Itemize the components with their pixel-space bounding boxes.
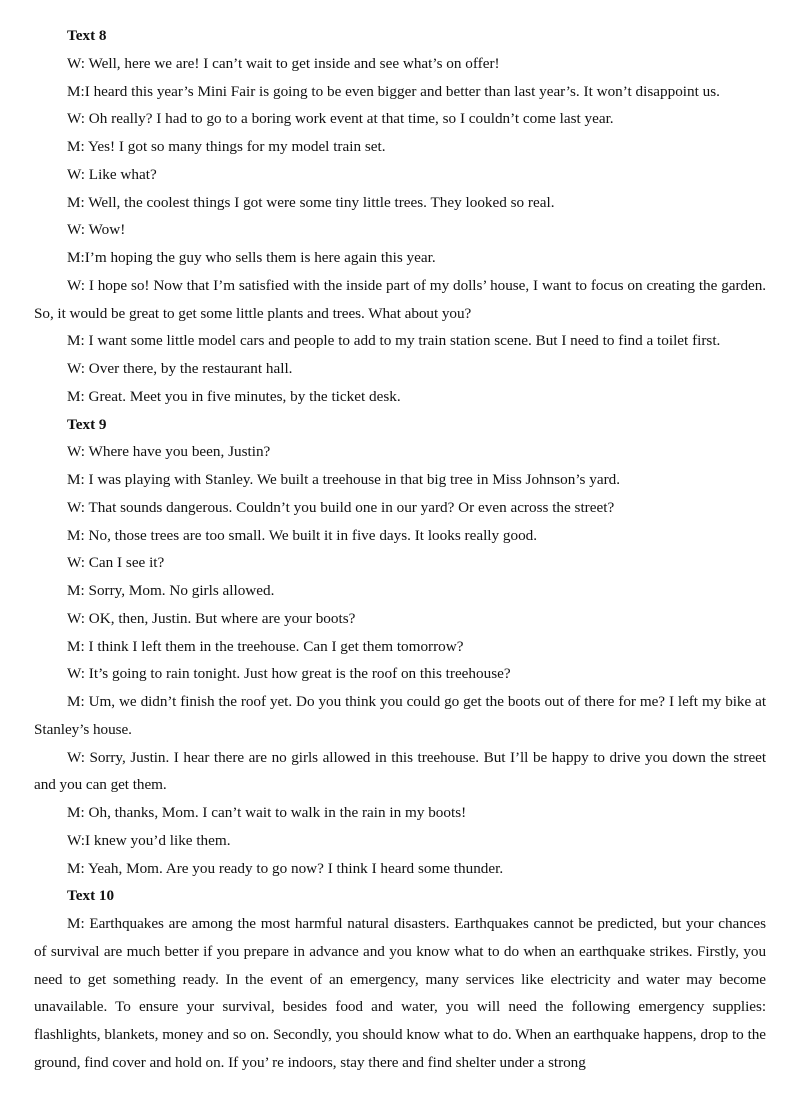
dialogue-line: M: Sorry, Mom. No girls allowed. [67,582,275,599]
dialogue-line: W: That sounds dangerous. Couldn’t you build one in our yard? Or even across the street? [67,498,615,516]
dialogue-line: M: Oh, thanks, Mom. I can’t wait to walk in the rain in my boots! [67,804,467,821]
dialogue-line: W: Wow! [67,221,126,239]
dialogue-line: M: Yeah, Mom. Are you ready to go now? I think I heard some thunder. [67,859,504,877]
document-page [34,22,766,1077]
dialogue-line: M: Um, we didn’t finish the roof yet. Do you think you could go get the boots out of there for me? I left my bike at Stanley’s house. [34,693,766,738]
dialogue-line: M: No, those trees are too small. We built it in five days. It looks really good. [67,526,538,544]
section-heading-text-10: Text 10 [67,887,115,905]
section-heading-text-9: Text 9 [67,415,107,433]
dialogue-line: M:I heard this year’s Mini Fair is going to be even bigger and better than last year’s. It won’t disappoint us. [67,82,720,100]
dialogue-line: W: Over there, by the restaurant hall. [67,360,293,377]
dialogue-line: W: Oh really? I had to go to a boring work event at that time, so I couldn’t come last year. [67,110,614,128]
dialogue-line: M: I want some little model cars and people to add to my train station scene. But I need to find a toilet first. [67,332,721,350]
dialogue-line: M: Yes! I got so many things for my model train set. [67,138,386,155]
dialogue-line: W: Where have you been, Justin? [67,443,271,461]
dialogue-line: W: OK, then, Justin. But where are your boots? [67,609,356,627]
dialogue-line: M: Great. Meet you in five minutes, by the ticket desk. [67,387,401,405]
dialogue-line: W: Can I see it? [67,554,165,572]
dialogue-line: W: Like what? [67,165,157,183]
dialogue-line: W: Well, here we are! I can’t wait to get inside and see what’s on offer! [67,54,500,72]
section-heading-text-8: Text 8 [67,27,107,44]
dialogue-line: M: Well, the coolest things I got were some tiny little trees. They looked so real. [67,193,555,211]
dialogue-line: M: I was playing with Stanley. We built a treehouse in that big tree in Miss Johnson’s yard. [67,471,621,488]
dialogue-line: M:I’m hoping the guy who sells them is here again this year. [67,249,436,266]
dialogue-line: M: I think I left them in the treehouse. Can I get them tomorrow? [67,637,464,655]
dialogue-line: W:I knew you’d like them. [67,831,231,849]
dialogue-line: W: Sorry, Justin. I hear there are no girls allowed in this treehouse. But I’ll be happy to drive you down the street and you can get them. [34,748,766,794]
dialogue-line: W: It’s going to rain tonight. Just how great is the roof on this treehouse? [67,665,511,683]
dialogue-line: W: I hope so! Now that I’m satisfied with the inside part of my dolls’ house, I want to focus on creating the garden. So, it would be great to get some little plants and trees. What about you? [34,276,766,322]
monologue-paragraph: M: Earthquakes are among the most harmful natural disasters. Earthquakes cannot be predicted, but your chances of survival are much better if you prepare in advance and you know what to do when an earthquake strikes. Firstly, you need to get something ready. In the event of an emergency, many services like electricity and water may become unavailable. To ensure your survival, besides food and water, you will need the following emergency supplies: flashlights, blankets, money and so on. Secondly, you should know what to do. When an earthquake happens, drop to the ground, find cover and hold on. If you’ re indoors, stay there and find shelter under a strong [34,915,766,1071]
